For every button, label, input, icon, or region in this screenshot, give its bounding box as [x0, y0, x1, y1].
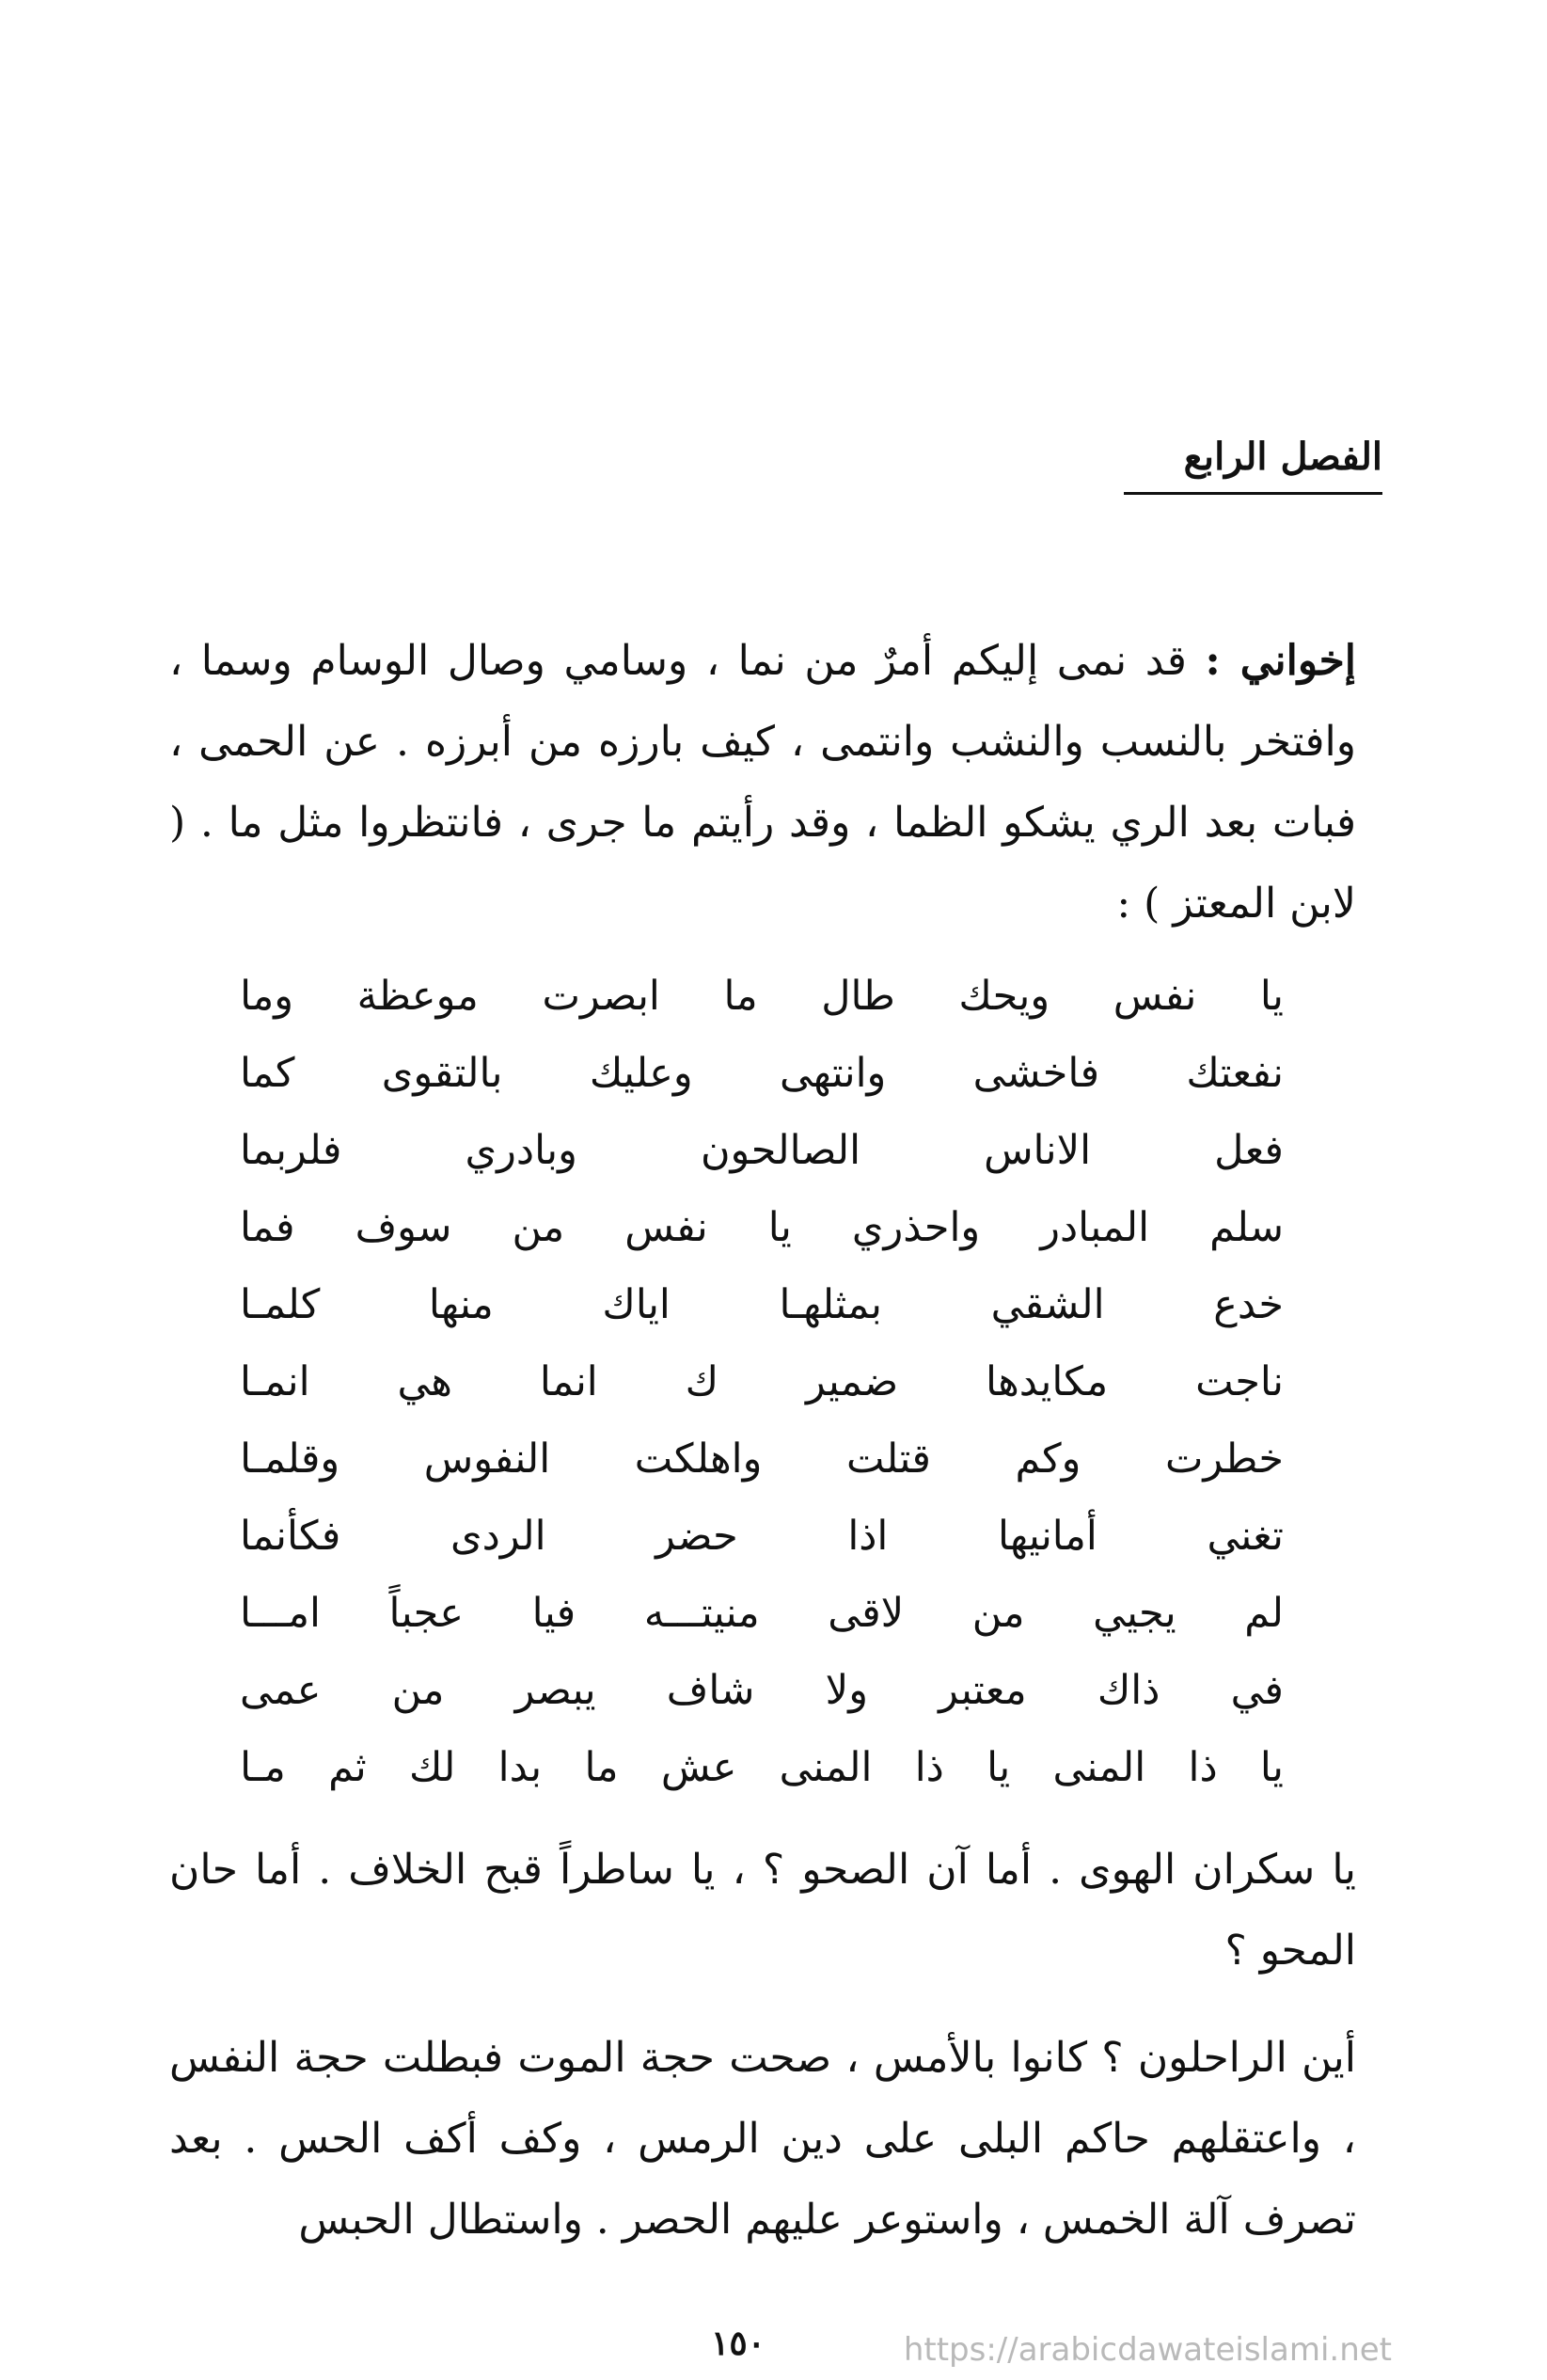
outro-text-1: يا سكران الهوى . أما آن الصحو ؟ ، يا ساطراً قبح الخلاف . أما حان المحو ؟ — [169, 1846, 1356, 1975]
poem-word: ثم — [328, 1744, 367, 1791]
poem-word: فيا — [531, 1590, 576, 1637]
poem-word: ذا — [1188, 1744, 1218, 1791]
poem-word: عمى — [240, 1667, 322, 1714]
outro-paragraph-2 — [169, 2018, 1356, 2261]
poem-word: المنى — [779, 1744, 873, 1791]
poem-word: وكم — [1015, 1436, 1081, 1483]
poem-word: الصالحون — [700, 1127, 861, 1174]
poem-word: يبصر — [514, 1667, 596, 1714]
intro-lead-word: إخواني : — [1205, 637, 1356, 685]
poem-word: من — [391, 1667, 445, 1714]
poem-word: يجيي — [1093, 1590, 1176, 1637]
poem-word: فعل — [1214, 1127, 1284, 1174]
poem-word: منها — [428, 1281, 494, 1328]
poem-word: منيتـــه — [643, 1590, 760, 1637]
poem-word: خطرت — [1164, 1436, 1284, 1483]
poem-line — [240, 1112, 1284, 1189]
poem-word: اياك — [602, 1281, 671, 1328]
poem-word: طال — [821, 973, 895, 1020]
poem-word: بالتقوى — [381, 1050, 503, 1097]
poem-word: فاخشى — [972, 1050, 1100, 1097]
poem-line — [240, 1729, 1284, 1806]
poem-word: عش — [660, 1744, 737, 1791]
poem-word: تغني — [1207, 1513, 1284, 1560]
poem-word: سوف — [355, 1204, 452, 1251]
outro-paragraph-1 — [169, 1830, 1356, 1991]
poem — [240, 958, 1284, 1806]
intro-paragraph — [169, 621, 1356, 944]
poem-word: الاناس — [984, 1127, 1092, 1174]
poem-word: وما — [240, 973, 293, 1020]
poem-word: وعليك — [589, 1050, 693, 1097]
poem-word: وبادري — [465, 1127, 577, 1174]
poem-word: انما — [539, 1358, 598, 1405]
chapter-title: الفصل الرابع — [1183, 435, 1382, 479]
poem-word: وقلمـا — [240, 1436, 340, 1483]
poem-line — [240, 1420, 1284, 1498]
poem-word: فلربما — [240, 1127, 342, 1174]
poem-line — [240, 1189, 1284, 1266]
poem-word: لاقى — [828, 1590, 905, 1637]
poem-word: عجباً — [388, 1590, 465, 1637]
poem-word: ويحك — [958, 973, 1050, 1020]
poem-word: في — [1230, 1667, 1284, 1714]
chapter-title-underline — [1124, 492, 1382, 495]
poem-word: المبادر — [1040, 1204, 1150, 1251]
poem-word: المنى — [1052, 1744, 1146, 1791]
poem-word: ابصرت — [542, 973, 660, 1020]
poem-word: ذا — [914, 1744, 944, 1791]
poem-word: نفس — [1113, 973, 1197, 1020]
poem-line — [240, 1652, 1284, 1729]
watermark-url: https://arabicdawateislami.net — [903, 2331, 1392, 2369]
poem-word: بدا — [497, 1744, 543, 1791]
poem-word: نفس — [624, 1204, 708, 1251]
poem-word: لك — [409, 1744, 456, 1791]
poem-line — [240, 1575, 1284, 1652]
poem-word: بمثلهـا — [779, 1281, 883, 1328]
poem-word: سلم — [1209, 1204, 1284, 1251]
outro-text-2: أين الراحلون ؟ كانوا بالأمس ، صحت حجة الموت فبطلت حجة النفس ، واعتقلهم حاكم البلى على دين الرمس ، وكف أكف الحس . بعد تصرف آلة الخمس ، واستوعر عليهم الحصر . واستطال الحبس — [169, 2034, 1356, 2244]
poem-word: ما — [723, 973, 758, 1020]
poem-line — [240, 958, 1284, 1035]
poem-line — [240, 1343, 1284, 1420]
poem-word: الردى — [450, 1513, 546, 1560]
poem-word: قتلت — [845, 1436, 931, 1483]
poem-word: معتبر — [939, 1667, 1027, 1714]
poem-word: هي — [397, 1358, 452, 1405]
poem-word: يا — [767, 1204, 792, 1251]
poem-word: شاف — [666, 1667, 755, 1714]
poem-word: يا — [1259, 1744, 1284, 1791]
poem-word: موعظة — [356, 973, 479, 1020]
poem-word: كما — [240, 1050, 295, 1097]
poem-word: من — [512, 1204, 565, 1251]
poem-word: ك — [685, 1358, 719, 1405]
poem-word: اذا — [847, 1513, 889, 1560]
poem-word: الشقي — [990, 1281, 1105, 1328]
poem-word: كلمـا — [240, 1281, 321, 1328]
intro-text: قد نمى إليكم أمرٌ من نما ، وسامي وصال الوسام وسما ، وافتخر بالنسب والنشب وانتمى ، كيف بارزه من أبرزه . عن الحمى ، فبات بعد الري يشكو الظما ، وقد رأيتم ما جرى ، فانتظروا مثل ما . ( لابن المعتز ) : — [169, 637, 1356, 928]
poem-word: لم — [1244, 1590, 1284, 1637]
poem-word: ما — [584, 1744, 619, 1791]
poem-word: يا — [1259, 973, 1284, 1020]
poem-line — [240, 1035, 1284, 1112]
poem-word: ولا — [825, 1667, 868, 1714]
poem-word: انمـا — [240, 1358, 310, 1405]
poem-line — [240, 1266, 1284, 1343]
poem-word: وانتهى — [779, 1050, 887, 1097]
poem-word: أمانيها — [997, 1513, 1097, 1560]
poem-word: حضر — [655, 1513, 738, 1560]
poem-word: واحذري — [851, 1204, 981, 1251]
poem-word: فكأنما — [240, 1513, 341, 1560]
page-number: ١٥٠ — [710, 2324, 766, 2363]
poem-word: النفوس — [423, 1436, 551, 1483]
poem-line — [240, 1498, 1284, 1575]
poem-word: واهلكت — [634, 1436, 763, 1483]
poem-word: خدع — [1213, 1281, 1284, 1328]
poem-word: مكايدها — [986, 1358, 1109, 1405]
poem-word: ذاك — [1097, 1667, 1160, 1714]
poem-word: ضمير — [806, 1358, 899, 1405]
poem-word: ناجت — [1195, 1358, 1284, 1405]
poem-word: يا — [987, 1744, 1011, 1791]
poem-word: فما — [240, 1204, 295, 1251]
poem-word: نفعتك — [1186, 1050, 1284, 1097]
poem-word: امـــا — [240, 1590, 321, 1637]
poem-word: مـا — [240, 1744, 286, 1791]
poem-word: من — [971, 1590, 1025, 1637]
